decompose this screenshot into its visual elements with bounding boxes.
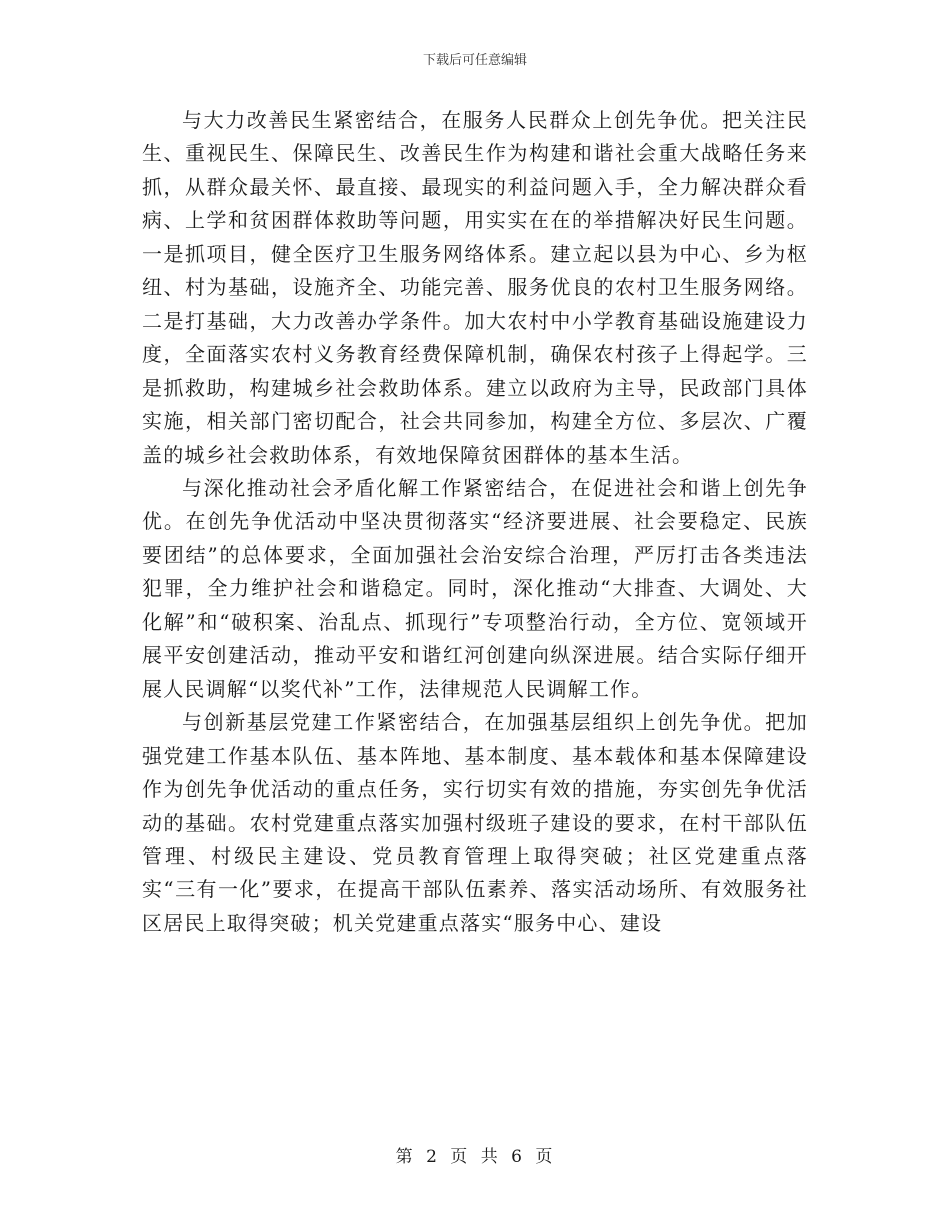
footer-page-word: 页 <box>450 1147 470 1167</box>
page-number-footer <box>0 1147 950 1167</box>
footer-total-prefix: 共 <box>480 1147 500 1167</box>
footer-current-page: 2 <box>426 1147 439 1167</box>
document-body <box>142 104 808 940</box>
footer-prefix: 第 <box>395 1147 415 1167</box>
paragraph-social-harmony: 与深化推动社会矛盾化解工作紧密结合，在促进社会和谐上创先争优。在创先争优活动中坚决贯彻落实“经济要进展、社会要稳定、民族要团结”的总体要求，全面加强社会治安综合治理，严厉打击各类违法犯罪，全力维护社会和谐稳定。同时，深化推动“大排查、大调处、大化解”和“破积案、治乱点、抓现行”专项整治行动，全方位、宽领域开展平安创建活动，推动平安和谐红河创建向纵深进展。结合实际仔细开展人民调解“以奖代补”工作，法律规范人民调解工作。 <box>142 475 808 701</box>
footer-total-pages: 6 <box>511 1147 524 1167</box>
paragraph-livelihood: 与大力改善民生紧密结合，在服务人民群众上创先争优。把关注民生、重视民生、保障民生、改善民生作为构建和谐社会重大战略任务来抓，从群众最关怀、最直接、最现实的利益问题入手，全力解决群众看病、上学和贫困群体救助等问题，用实实在在的举措解决好民生问题。一是抓项目，健全医疗卫生服务网络体系。建立起以县为中心、乡为枢纽、村为基础，设施齐全、功能完善、服务优良的农村卫生服务网络。二是打基础，大力改善办学条件。加大农村中小学教育基础设施建设力度，全面落实农村义务教育经费保障机制，确保农村孩子上得起学。三是抓救助，构建城乡社会救助体系。建立以政府为主导，民政部门具体实施，相关部门密切配合，社会共同参加，构建全方位、多层次、广覆盖的城乡社会救助体系，有效地保障贫困群体的基本生活。 <box>142 108 808 467</box>
paragraph-party-building: 与创新基层党建工作紧密结合，在加强基层组织上创先争优。把加强党建工作基本队伍、基本阵地、基本制度、基本载体和基本保障建设作为创先争优活动的重点任务，实行切实有效的措施，夯实创先争优活动的基础。农村党建重点落实加强村级班子建设的要求，在村干部队伍管理、村级民主建设、党员教育管理上取得突破；社区党建重点落实“三有一化”要求，在提高干部队伍素养、落实活动场所、有效服务社区居民上取得突破；机关党建重点落实“服务中心、建设 <box>142 710 808 935</box>
page-header-note: 下载后可任意编辑 <box>422 53 527 68</box>
footer-suffix: 页 <box>535 1147 555 1167</box>
